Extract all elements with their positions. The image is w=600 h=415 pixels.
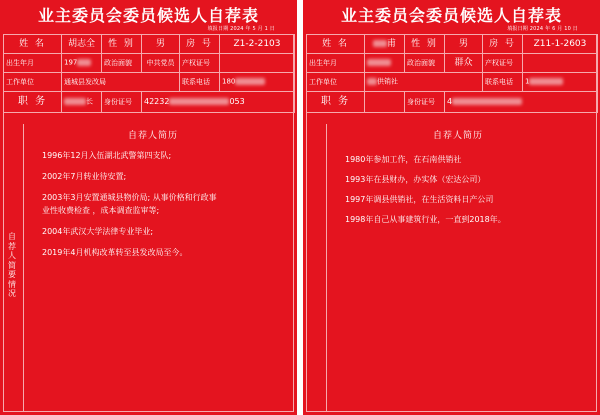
redaction (77, 59, 91, 66)
name-label: 姓 名 (307, 35, 365, 54)
redaction (235, 78, 265, 85)
birth-value: 197 (62, 54, 102, 73)
property-cert-value (523, 54, 598, 73)
room-label: 房 号 (483, 35, 523, 54)
political-value: 中共党员 (142, 54, 180, 73)
fill-date: 填报日期 2024 年 5 月 1 日 (207, 26, 275, 32)
birth-label: 出生年月 (307, 54, 365, 73)
birth-value (365, 54, 405, 73)
bio-line: 1996年12月入伍湖北武警第四支队; (42, 151, 172, 160)
id-card-label: 身份证号 (405, 92, 445, 113)
candidate-form-right (303, 0, 600, 415)
work-unit-value: 通城县发改局 (62, 73, 180, 92)
bio-heading: 自荐人简历 (128, 131, 179, 141)
bio-line: 2004年武汉大学法律专业毕业; (42, 227, 154, 236)
work-unit-label: 工作单位 (4, 73, 62, 92)
phone-label: 联系电话 (180, 73, 220, 92)
bio-line: 2019年4月机构改革转至县发改局至今。 (42, 248, 188, 257)
birth-label: 出生年月 (4, 54, 62, 73)
redaction (529, 78, 563, 85)
candidate-form-left (0, 0, 297, 415)
bio-line: 业性收费检查 ，成本调查监审等; (42, 206, 160, 215)
bio-line: 1997年调县供销社，在生活资料日产公司 (345, 195, 494, 204)
gender-label: 性 别 (102, 35, 142, 54)
form-title: 业主委员会委员候选人自荐表 (340, 6, 562, 25)
redaction (367, 59, 391, 66)
work-unit-value: 供销社 (365, 73, 483, 92)
position-label: 职 务 (307, 92, 365, 113)
info-table (306, 34, 598, 113)
phone-value: 180 (220, 73, 295, 92)
name-value: 甫 (365, 35, 405, 54)
id-card-value: 42232 053 (142, 92, 295, 113)
side-label: 自荐人简要情况 (8, 232, 16, 298)
fill-date: 填报日期 2024 年 6 月 10 日 (507, 26, 578, 32)
side-column (3, 124, 24, 412)
name-value: 胡志全 (62, 35, 102, 54)
redaction (367, 78, 377, 85)
position-value: 长 (62, 92, 102, 113)
redaction (169, 98, 229, 105)
bio-list (345, 154, 590, 225)
political-label: 政治面貌 (405, 54, 445, 73)
side-column (306, 124, 327, 412)
redaction (452, 98, 522, 105)
position-value (365, 92, 405, 113)
form-title: 业主委员会委员候选人自荐表 (37, 6, 259, 25)
room-label: 房 号 (180, 35, 220, 54)
bio-heading: 自荐人简历 (433, 131, 484, 141)
property-cert-value (220, 54, 295, 73)
room-value: Z1-2-2103 (220, 35, 295, 54)
name-label: 姓 名 (4, 35, 62, 54)
gender-label: 性 别 (405, 35, 445, 54)
phone-value: 1 (523, 73, 598, 92)
political-value: 群众 (445, 54, 483, 73)
bio-line: 2003年3月安置通城县物价局; 从事价格和行政事 (42, 193, 217, 202)
gender-value: 男 (142, 35, 180, 54)
id-card-value: 4 (445, 92, 598, 113)
info-table (3, 34, 295, 113)
bio-line: 1993年在县财办，办实体（宏达公司） (345, 175, 486, 184)
property-cert-label: 产权证号 (483, 54, 523, 73)
redaction (64, 98, 86, 105)
bio-line: 2002年7月转业待安置; (42, 172, 127, 181)
room-value: Z11-1-2603 (523, 35, 598, 54)
gender-value: 男 (445, 35, 483, 54)
phone-label: 联系电话 (483, 73, 523, 92)
political-label: 政治面貌 (102, 54, 142, 73)
bio-line: 1980年参加工作，在石南供销社 (345, 155, 462, 164)
id-card-label: 身份证号 (102, 92, 142, 113)
bio-line: 1998年自己从事建筑行业，一直到2018年。 (345, 215, 506, 224)
position-label: 职 务 (4, 92, 62, 113)
work-unit-label: 工作单位 (307, 73, 365, 92)
bio-list (42, 150, 287, 258)
redaction (373, 40, 387, 47)
property-cert-label: 产权证号 (180, 54, 220, 73)
